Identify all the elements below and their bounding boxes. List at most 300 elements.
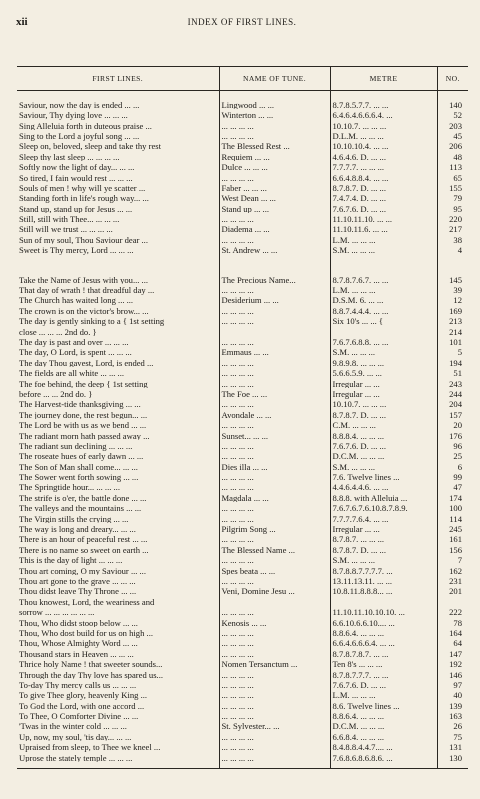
metre: 6.6.4.6.6.6.4. ... ... [330, 638, 437, 648]
table-row [17, 378, 468, 388]
tune-name: ... ... ... ... [219, 554, 330, 564]
hymn-number: 99 [453, 472, 462, 482]
first-line: Thou, Whose Almighty Word ... ... [17, 638, 219, 648]
first-line: That day of wrath ! that dreadful day ... [17, 284, 219, 294]
tune-name: Lingwood ... ... [219, 99, 330, 109]
hymn-number: 139 [449, 700, 462, 711]
metre: 5.6.6.5.9. ... ... [330, 367, 437, 377]
first-line: There is an hour of peaceful rest ... ... [17, 534, 219, 544]
tune-name: Requiem ... ... [219, 151, 330, 161]
table-row [17, 471, 468, 481]
first-line: So tired, I fain would rest ... ... ... [17, 172, 219, 182]
table-row [17, 109, 468, 119]
first-line: Sleep on, beloved, sleep and take thy rest [17, 141, 219, 151]
first-line: Thou art coming, O my Saviour ... ... [17, 565, 219, 575]
tune-name: ... ... ... ... [219, 120, 330, 130]
hymn-number: 145 [449, 274, 462, 285]
metre: 8.8.8. with Alleluia ... [330, 492, 437, 502]
first-line: The Lord be with us as we bend ... ... [17, 419, 219, 429]
first-line: Thousand stars in Heaven ... ... ... [17, 648, 219, 658]
table-row [17, 648, 468, 658]
table-row [17, 669, 468, 679]
metre: 8.7.8.7. D. ... ... [330, 182, 437, 192]
tune-name: Kenosis ... ... [219, 617, 330, 627]
metre: L.M. ... ... ... [330, 689, 437, 699]
metre: 7.6.7.6. D. ... ... [330, 679, 437, 689]
hymn-number: 20 [453, 420, 462, 430]
first-line: The foe behind, the deep { 1st setting [17, 378, 219, 388]
hymn-number: 174 [449, 492, 462, 503]
hymn-number: 163 [449, 711, 462, 721]
tune-name: Spes beata ... ... [219, 565, 330, 575]
tune-name: ... ... ... ... [219, 419, 330, 429]
tune-name: Veni, Domine Jesu ... [219, 586, 330, 596]
metre: 8.7.8.7.8.7. ... ... [330, 648, 437, 658]
tune-name: Pilgrim Song ... [219, 523, 330, 533]
first-line: The roseate hues of early dawn ... ... [17, 451, 219, 461]
table-row [17, 305, 468, 315]
table-row [17, 482, 468, 492]
metre: 8.4.8.8.4.4.7.... ... [330, 741, 437, 751]
tune-name: The Blessed Rest ... [219, 141, 330, 151]
first-line: close ... ... ... 2nd do. } [17, 326, 219, 336]
metre: Irregular ... ... [330, 388, 437, 398]
tune-name: Winterton ... ... [219, 109, 330, 119]
tune-name: Magdala ... ... [219, 492, 330, 502]
table-row [17, 617, 468, 627]
table-row [17, 586, 468, 596]
table-row [17, 99, 468, 109]
metre: 4.4.6.4.4.6. ... ... [330, 482, 437, 492]
metre: 13.11.13.11. ... ... [330, 575, 437, 585]
metre: 7.6.8.6.8.6.8.6. ... [330, 752, 437, 762]
tune-name: ... ... ... ... [219, 502, 330, 512]
tune-name: ... ... ... ... [219, 284, 330, 294]
hymn-number: 164 [449, 627, 462, 638]
hymn-number: 231 [449, 575, 462, 586]
tune-name: ... ... ... ... [219, 669, 330, 679]
table-row [17, 315, 468, 325]
table-row [17, 741, 468, 751]
first-line: The radiant sun declining ... ... ... [17, 440, 219, 450]
tune-name: ... ... ... ... [219, 752, 330, 762]
tune-name [219, 326, 330, 336]
first-line: The strife is o'er, the battle done ... ... [17, 492, 219, 502]
first-line: Saviour, now the day is ended ... ... [17, 99, 219, 109]
hymn-number: 206 [449, 141, 462, 151]
table-row [17, 141, 468, 151]
table-row [17, 193, 468, 203]
first-line: Sleep thy last sleep ... ... ... ... [17, 151, 219, 161]
first-line: The journey done, the rest begun... ... [17, 409, 219, 419]
first-line: Thou, Who didst stoop below ... ... [17, 617, 219, 627]
hymn-number: 194 [449, 357, 462, 368]
table-row [17, 638, 468, 648]
hymn-number: 7 [457, 555, 462, 565]
hymn-number: 47 [453, 482, 462, 493]
table-row [17, 451, 468, 461]
table-row [17, 596, 468, 606]
first-line: Sun of my soul, Thou Saviour dear ... [17, 234, 219, 244]
table-row [17, 224, 468, 234]
hymn-number: 48 [453, 151, 462, 162]
hymn-number: 217 [449, 224, 462, 235]
tune-name: ... ... ... ... [219, 305, 330, 315]
metre: S.M. ... ... ... [330, 347, 437, 357]
hymn-number: 45 [453, 130, 462, 141]
hymn-number: 192 [449, 659, 462, 669]
metre [330, 596, 437, 606]
tune-name: Nomen Tersanctum ... [219, 658, 330, 668]
hymn-number: 130 [449, 752, 462, 763]
tune-name: ... ... ... ... [219, 451, 330, 461]
first-line: Sing Alleluia forth in duteous praise ... [17, 120, 219, 130]
metre: C.M. ... ... ... [330, 419, 437, 429]
column-header-first-lines: FIRST LINES. [17, 67, 219, 91]
first-line: The Harvest-tide thanksgiving ... ... [17, 399, 219, 409]
table-row [17, 120, 468, 130]
tune-name: Desiderium ... ... [219, 295, 330, 305]
tune-name: ... ... ... ... [219, 399, 330, 409]
table-row [17, 523, 468, 533]
metre: 11.10.11.6. ... ... [330, 224, 437, 234]
first-line: To-day Thy mercy calls us ... ... ... [17, 679, 219, 689]
index-rows [17, 91, 468, 769]
table-row [17, 274, 468, 284]
hymn-number: 64 [453, 638, 462, 648]
table-row [17, 367, 468, 377]
table-row [17, 565, 468, 575]
metre: 10.10.7. ... ... ... [330, 120, 437, 130]
tune-name: ... ... ... ... [219, 710, 330, 720]
metre: S.M. ... ... ... [330, 554, 437, 564]
hymn-number: 101 [449, 337, 462, 347]
hymn-number: 243 [449, 378, 462, 389]
metre: 10.8.11.8.8.8... ... [330, 586, 437, 596]
tune-name: ... ... ... ... [219, 357, 330, 367]
table-row [17, 347, 468, 357]
first-line: 'Twas in the winter cold ... ... ... [17, 721, 219, 731]
tune-name: Emmaus ... ... [219, 347, 330, 357]
hymn-number: 79 [453, 193, 462, 203]
hymn-number: 96 [453, 440, 462, 451]
tune-name: ... ... ... ... [219, 234, 330, 244]
hymn-number: 40 [453, 690, 462, 700]
metre [330, 255, 437, 274]
first-line: This is the day of light ... ... ... [17, 554, 219, 564]
metre: 7.7.7.7. ... ... ... [330, 161, 437, 171]
tune-name: ... ... ... ... [219, 638, 330, 648]
tune-name: ... ... ... ... [219, 336, 330, 346]
tune-name: ... ... ... ... [219, 378, 330, 388]
index-table [17, 66, 468, 769]
first-line: Thou art gone to the grave ... ... ... [17, 575, 219, 585]
table-row [17, 627, 468, 637]
first-line: Sing to the Lord a joyful song ... ... [17, 130, 219, 140]
metre: 7.4.7.4. D. ... ... [330, 193, 437, 203]
hymn-number [437, 596, 468, 606]
hymn-number: 146 [449, 669, 462, 680]
tune-name [219, 596, 330, 606]
metre: 8.7.8.8.7.7.7.7. ... [330, 565, 437, 575]
table-row [17, 284, 468, 294]
metre: Irregular ... ... [330, 523, 437, 533]
table-row [17, 513, 468, 523]
table-row [17, 679, 468, 689]
metre: 7.6.7.6. D. ... ... [330, 203, 437, 213]
tune-name: Stand up ... ... [219, 203, 330, 213]
hymn-number: 161 [449, 534, 462, 545]
hymn-number: 114 [449, 513, 462, 524]
hymn-number: 201 [449, 586, 462, 596]
hymn-number: 156 [449, 544, 462, 555]
hymn-number: 155 [449, 182, 462, 193]
hymn-number: 52 [453, 110, 462, 120]
table-row [17, 731, 468, 741]
first-line: Thrice holy Name ! that sweeter sounds... [17, 658, 219, 668]
tune-name: ... ... ... ... [219, 648, 330, 658]
metre: L.M. ... ... ... [330, 234, 437, 244]
hymn-number: 113 [449, 162, 462, 172]
page-header [16, 16, 468, 32]
metre: 11.10.11.10.10.10. ... [330, 606, 437, 616]
first-line: The fields are all white ... ... ... [17, 367, 219, 377]
tune-name: ... ... ... ... [219, 130, 330, 140]
hymn-number: 25 [453, 451, 462, 461]
metre: 4.6.4.6. D. ... ... [330, 151, 437, 161]
hymn-number: 6 [457, 461, 462, 472]
first-line: Upraised from sleep, to Thee we kneel ... [17, 741, 219, 751]
tune-name: The Blessed Name ... [219, 544, 330, 554]
tune-name: The Foe ... ... [219, 388, 330, 398]
metre: 6.6.8.4. ... ... ... [330, 731, 437, 741]
hymn-number [437, 255, 468, 274]
table-row [17, 721, 468, 731]
tune-name: Diadema ... ... [219, 224, 330, 234]
tune-name: ... ... ... ... [219, 575, 330, 585]
column-header-tune: NAME OF TUNE. [219, 67, 330, 91]
metre: Irregular ... ... [330, 378, 437, 388]
hymn-number: 39 [453, 285, 462, 295]
table-row [17, 544, 468, 554]
hymn-number: 5 [457, 347, 462, 357]
hymn-number: 222 [449, 607, 462, 617]
table-row [17, 492, 468, 502]
metre: Six 10's ... ... { [330, 315, 437, 325]
hymn-number: 97 [453, 679, 462, 690]
tune-name: Sunset... ... ... [219, 430, 330, 440]
tune-name: Dulce ... ... ... [219, 161, 330, 171]
tune-name: ... ... ... ... [219, 482, 330, 492]
tune-name: ... ... ... ... [219, 172, 330, 182]
tune-name: ... ... ... ... [219, 471, 330, 481]
table-row [17, 357, 468, 367]
first-line: Up, now, my soul, 'tis day... ... ... [17, 731, 219, 741]
hymn-number: 147 [449, 648, 462, 659]
hymn-number: 203 [449, 120, 462, 131]
table-row [17, 554, 468, 564]
first-line: Standing forth in life's rough way... ... [17, 193, 219, 203]
metre: S.M. ... ... ... [330, 244, 437, 254]
tune-name: ... ... ... ... [219, 679, 330, 689]
metre: 7.6. Twelve lines ... [330, 471, 437, 481]
metre: Ten 8's ... ... ... [330, 658, 437, 668]
table-row [17, 151, 468, 161]
table-header-row [17, 67, 468, 91]
table-row [17, 255, 468, 274]
metre: 8.8.8.4. ... ... ... [330, 430, 437, 440]
metre: 10.10.10.4. ... ... [330, 141, 437, 151]
table-bottom-rule [17, 762, 468, 769]
table-row [17, 234, 468, 244]
first-line: The day is gently sinking to a { 1st setting [17, 315, 219, 325]
first-line: The valleys and the mountains ... ... [17, 502, 219, 512]
table-row [17, 336, 468, 346]
hymn-number: 245 [449, 524, 462, 534]
first-line: Thou, Who dost build for us on high ... [17, 627, 219, 637]
metre: S.M. ... ... ... [330, 461, 437, 471]
hymn-number: 214 [449, 326, 462, 337]
first-line [17, 255, 219, 274]
tune-name: ... ... ... ... [219, 627, 330, 637]
hymn-number: 131 [449, 742, 462, 752]
first-line: To God the Lord, with one accord ... [17, 700, 219, 710]
first-line: Stand up, stand up for Jesus ... ... [17, 203, 219, 213]
metre: 8.8.7.4.4.4. ... ... [330, 305, 437, 315]
page-number: xii [16, 16, 28, 28]
tune-name: ... ... ... ... [219, 534, 330, 544]
table-row [17, 409, 468, 419]
first-line: The Sower went forth sowing ... ... [17, 471, 219, 481]
metre: 8.7.8.7. D. ... ... [330, 409, 437, 419]
first-line: The Church has waited long ... ... [17, 295, 219, 305]
tune-name [219, 255, 330, 274]
first-line: sorrow ... ... ... ... ... ... [17, 606, 219, 616]
metre: 8.8.6.4. ... ... ... [330, 627, 437, 637]
first-line: Thou knowest, Lord, the weariness and [17, 596, 219, 606]
metre: 8.7.8.7. ... ... ... [330, 534, 437, 544]
table-row [17, 440, 468, 450]
metre: 11.10.11.10. ... ... [330, 213, 437, 223]
first-line: Saviour, Thy dying love ... ... ... [17, 109, 219, 119]
first-line: The day, O Lord, is spent ... ... ... [17, 347, 219, 357]
metre: 7.6.7.6.8.8. ... ... [330, 336, 437, 346]
first-line: Still will we trust ... ... ... ... [17, 224, 219, 234]
metre: 8.7.8.7.6.7. ... ... [330, 274, 437, 284]
metre: 7.6.7.6.7.6.10.8.7.8.9. [330, 502, 437, 512]
first-line: Still, still with Thee... ... ... ... [17, 213, 219, 223]
metre: 6.6.4.8.8.4. ... ... [330, 172, 437, 182]
hymn-number: 204 [449, 399, 462, 409]
tune-name: St. Sylvester... ... [219, 721, 330, 731]
first-line: There is no name so sweet on earth ... [17, 544, 219, 554]
tune-name: Avondale ... ... [219, 409, 330, 419]
table-row [17, 213, 468, 223]
first-line: The way is long and dreary... ... ... [17, 523, 219, 533]
hymn-number: 244 [449, 388, 462, 399]
tune-name: ... ... ... ... [219, 689, 330, 699]
table-row [17, 710, 468, 720]
hymn-number: 51 [453, 368, 462, 378]
first-line: Sweet is Thy mercy, Lord ... ... ... [17, 244, 219, 254]
table-row [17, 388, 468, 398]
column-header-number: NO. [437, 67, 468, 91]
metre: 6.6.10.6.6.10.... ... [330, 617, 437, 627]
tune-name: ... ... ... ... [219, 315, 330, 325]
table-row [17, 419, 468, 429]
table-row [17, 534, 468, 544]
tune-name: ... ... ... ... [219, 367, 330, 377]
hymn-number: 176 [449, 430, 462, 441]
tune-name: ... ... ... ... [219, 213, 330, 223]
table-row [17, 430, 468, 440]
table-row [17, 689, 468, 699]
hymn-number: 4 [457, 245, 462, 255]
metre: 8.8.6.4. ... ... ... [330, 710, 437, 720]
hymn-number: 157 [449, 409, 462, 420]
tune-name: ... ... ... ... [219, 440, 330, 450]
top-gap [17, 91, 468, 100]
hymn-number: 169 [449, 305, 462, 316]
first-line: To Thee, O Comforter Divine ... ... [17, 710, 219, 720]
metre: 7.6.7.6. D. ... ... [330, 440, 437, 450]
table-row [17, 575, 468, 585]
hymn-number: 140 [449, 99, 462, 110]
first-line: Thou didst leave Thy Throne ... ... [17, 586, 219, 596]
first-line: The Virgin stills the crying ... ... [17, 513, 219, 523]
metre: 10.10.7. ... ... ... [330, 399, 437, 409]
table-row [17, 606, 468, 616]
metre: 8.6. Twelve lines ... [330, 700, 437, 710]
hymn-number: 65 [453, 172, 462, 183]
tune-name: West Dean ... ... [219, 193, 330, 203]
hymn-number: 213 [449, 316, 462, 326]
table-row [17, 399, 468, 409]
table-row [17, 326, 468, 336]
first-line: Through the day Thy love has spared us... [17, 669, 219, 679]
table-row [17, 461, 468, 471]
tune-name: St. Andrew ... ... [219, 244, 330, 254]
first-line: The day is past and over ... ... ... [17, 336, 219, 346]
hymn-number: 100 [449, 503, 462, 513]
metre: D.L.M. ... ... ... [330, 130, 437, 140]
hymn-number: 220 [449, 214, 462, 224]
hymn-number: 95 [453, 203, 462, 214]
first-line: Take the Name of Jesus with you... ... [17, 274, 219, 284]
first-line: The Son of Man shall come... ... ... [17, 461, 219, 471]
table-row [17, 182, 468, 192]
first-line: Uprose the stately temple ... ... ... [17, 752, 219, 762]
table-row [17, 130, 468, 140]
tune-name: ... ... ... ... [219, 700, 330, 710]
tune-name: The Precious Name... [219, 274, 330, 284]
table-row [17, 502, 468, 512]
metre [330, 326, 437, 336]
hymn-number: 78 [453, 617, 462, 628]
tune-name: Faber ... ... ... [219, 182, 330, 192]
hymn-number: 26 [453, 721, 462, 732]
metre: 7.7.7.7.6.4. ... ... [330, 513, 437, 523]
metre: L.M. ... ... ... [330, 284, 437, 294]
first-line: Softly now the light of day... ... ... [17, 161, 219, 171]
column-header-metre: METRE [330, 67, 437, 91]
tune-name: Dies illa ... ... [219, 461, 330, 471]
first-line: The Springtide hour... ... ... ... [17, 482, 219, 492]
hymn-number: 75 [453, 731, 462, 742]
table-row [17, 700, 468, 710]
page-title: INDEX OF FIRST LINES. [187, 17, 297, 27]
metre: 6.4.6.4.6.6.6.4. ... [330, 109, 437, 119]
